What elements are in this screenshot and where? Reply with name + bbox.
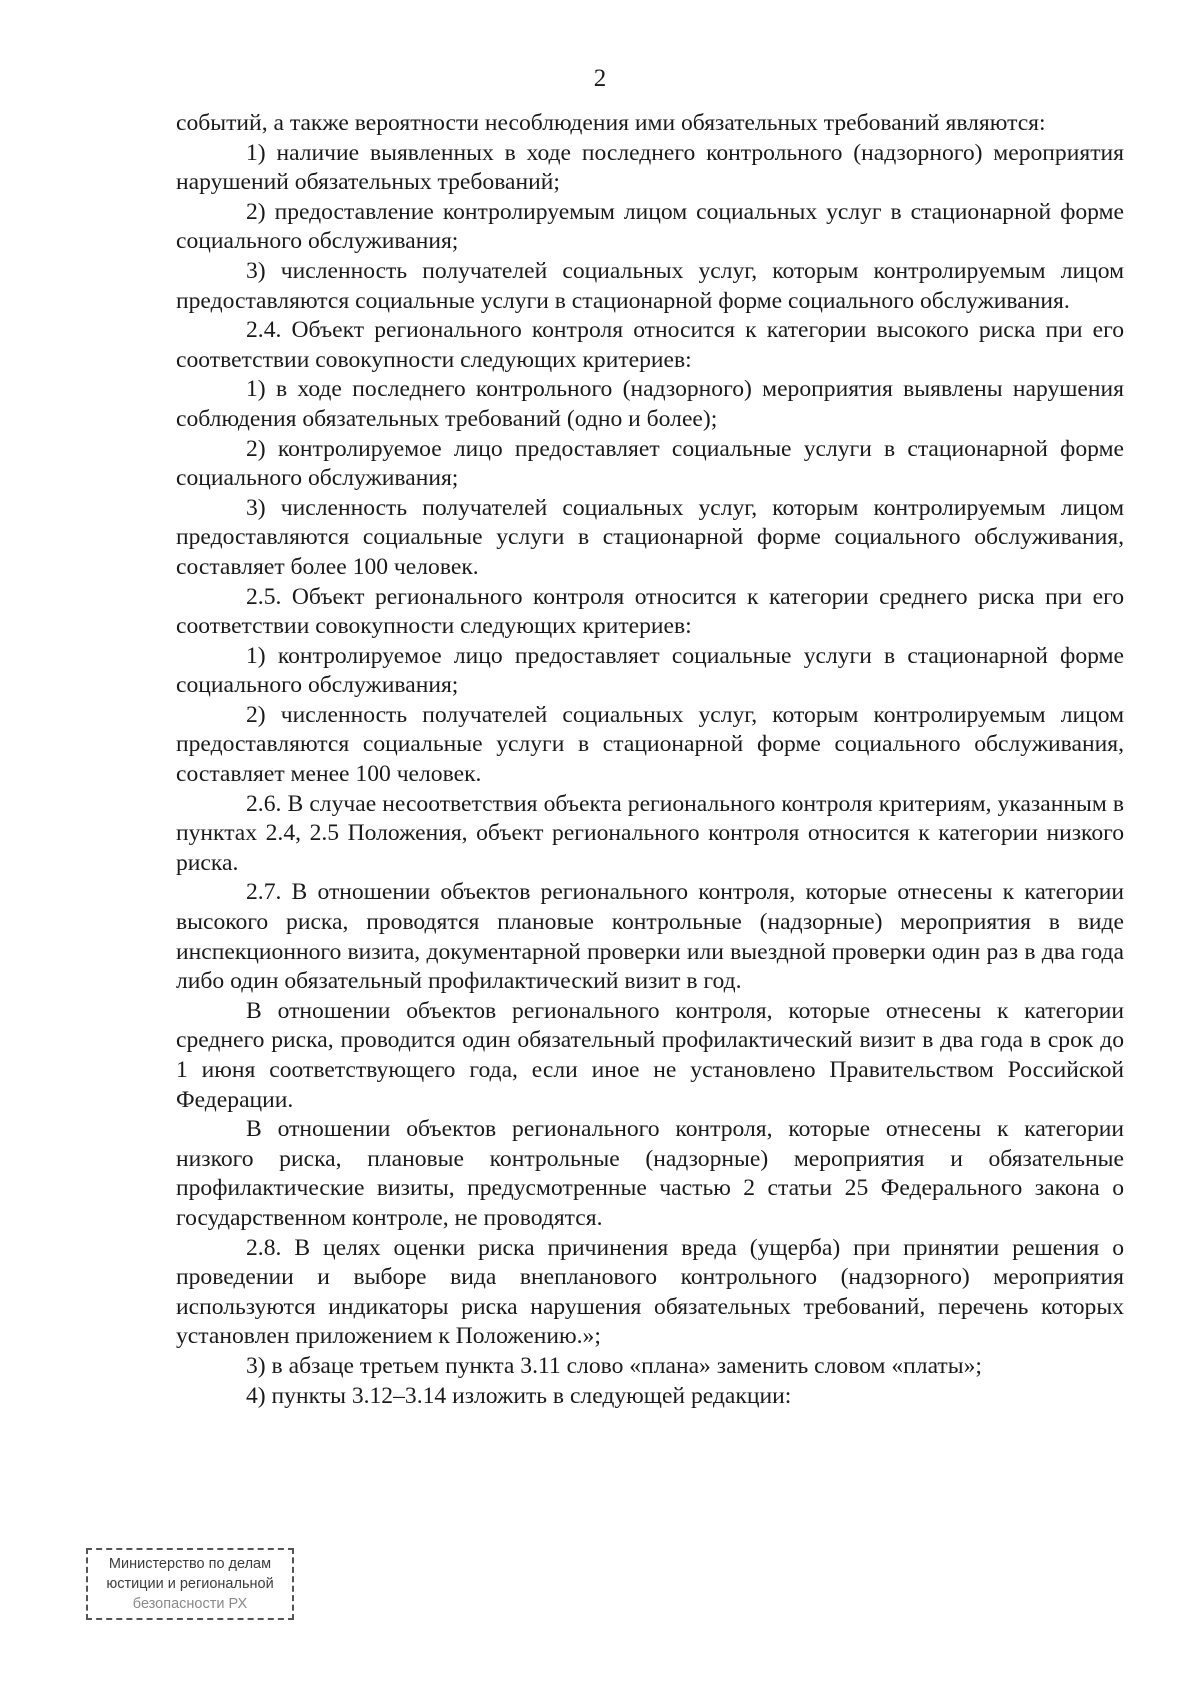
paragraph: 4) пункты 3.12–3.14 изложить в следующей редакции: [246, 1382, 792, 1409]
paragraph-continuation: событий, а также вероятности несоблюдения ими обязательных требований являются: [176, 110, 1046, 136]
stamp-line-3: безопасности РХ [132, 1596, 248, 1612]
page-number: 2 [593, 65, 607, 92]
paragraph: 2.8. В целях оценки риска причинения вреда (ущерба) при принятии решения о проведении и выборе вида внепланового контрольного (надзорного) мероприятия используются индикаторы риска нарушения обязательных требований, перечень которых установлен приложением к Положению.»; [176, 1234, 1124, 1350]
stamp-line-1: Министерство по делам [108, 1556, 272, 1572]
paragraph: 3) численность получателей социальных услуг, которым контролируемым лицом предоставляются социальные услуги в стационарной форме социального обслуживания, составляет более 100 человек. [176, 494, 1124, 580]
stamp-line-2: юстиции и региональной [106, 1576, 274, 1592]
paragraph: 1) в ходе последнего контрольного (надзорного) мероприятия выявлены нарушения соблюдения обязательных требований (одно и более); [176, 376, 1124, 432]
paragraph: В отношении объектов регионального контроля, которые отнесены к категории низкого риска, плановые контрольные (надзорные) мероприятия и обязательные профилактические визиты, предусмотренные частью 2 статьи 25 Федерального закона о государственном контроле, не проводятся. [176, 1116, 1124, 1231]
ministry-stamp [86, 1548, 294, 1620]
paragraph: 3) численность получателей социальных услуг, которым контролируемым лицом предоставляются социальные услуги в стационарной форме социального обслуживания. [176, 257, 1124, 314]
paragraph: В отношении объектов регионального контроля, которые отнесены к категории среднего риска, проводится один обязательный профилактический визит в два года в срок до 1 июня соответствующего года, если иное не установлено Правительством Российской Федерации. [176, 997, 1124, 1113]
paragraph: 2) численность получателей социальных услуг, которым контролируемым лицом предоставляются социальные услуги в стационарной форме социального обслуживания, составляет менее 100 человек. [176, 701, 1124, 788]
paragraph: 3) в абзаце третьем пункта 3.11 слово «плана» заменить словом «платы»; [246, 1352, 982, 1379]
paragraph: 2) предоставление контролируемым лицом социальных услуг в стационарной форме социального обслуживания; [176, 198, 1124, 255]
paragraph: 1) наличие выявленных в ходе последнего контрольного (надзорного) мероприятия нарушений обязательных требований; [176, 139, 1124, 196]
paragraph: 2.5. Объект регионального контроля относится к категории среднего риска при его соответствии совокупности следующих критериев: [176, 583, 1124, 640]
paragraph: 2.6. В случае несоответствия объекта регионального контроля критериям, указанным в пунктах 2.4, 2.5 Положения, объект регионального контроля относится к категории низкого риска. [176, 790, 1124, 876]
paragraph: 2.7. В отношении объектов регионального контроля, которые отнесены к категории высокого риска, проводятся плановые контрольные (надзорные) мероприятия в виде инспекционного визита, документарной проверки или выездной проверки один раз в два года либо один обязательный профилактический визит в год. [176, 879, 1124, 995]
document-body [176, 109, 1124, 1411]
paragraph: 2) контролируемое лицо предоставляет социальные услуги в стационарной форме социального обслуживания; [176, 435, 1124, 492]
paragraph: 1) контролируемое лицо предоставляет социальные услуги в стационарной форме социального обслуживания; [176, 642, 1124, 699]
paragraph: 2.4. Объект регионального контроля относится к категории высокого риска при его соответствии совокупности следующих критериев: [176, 317, 1124, 373]
